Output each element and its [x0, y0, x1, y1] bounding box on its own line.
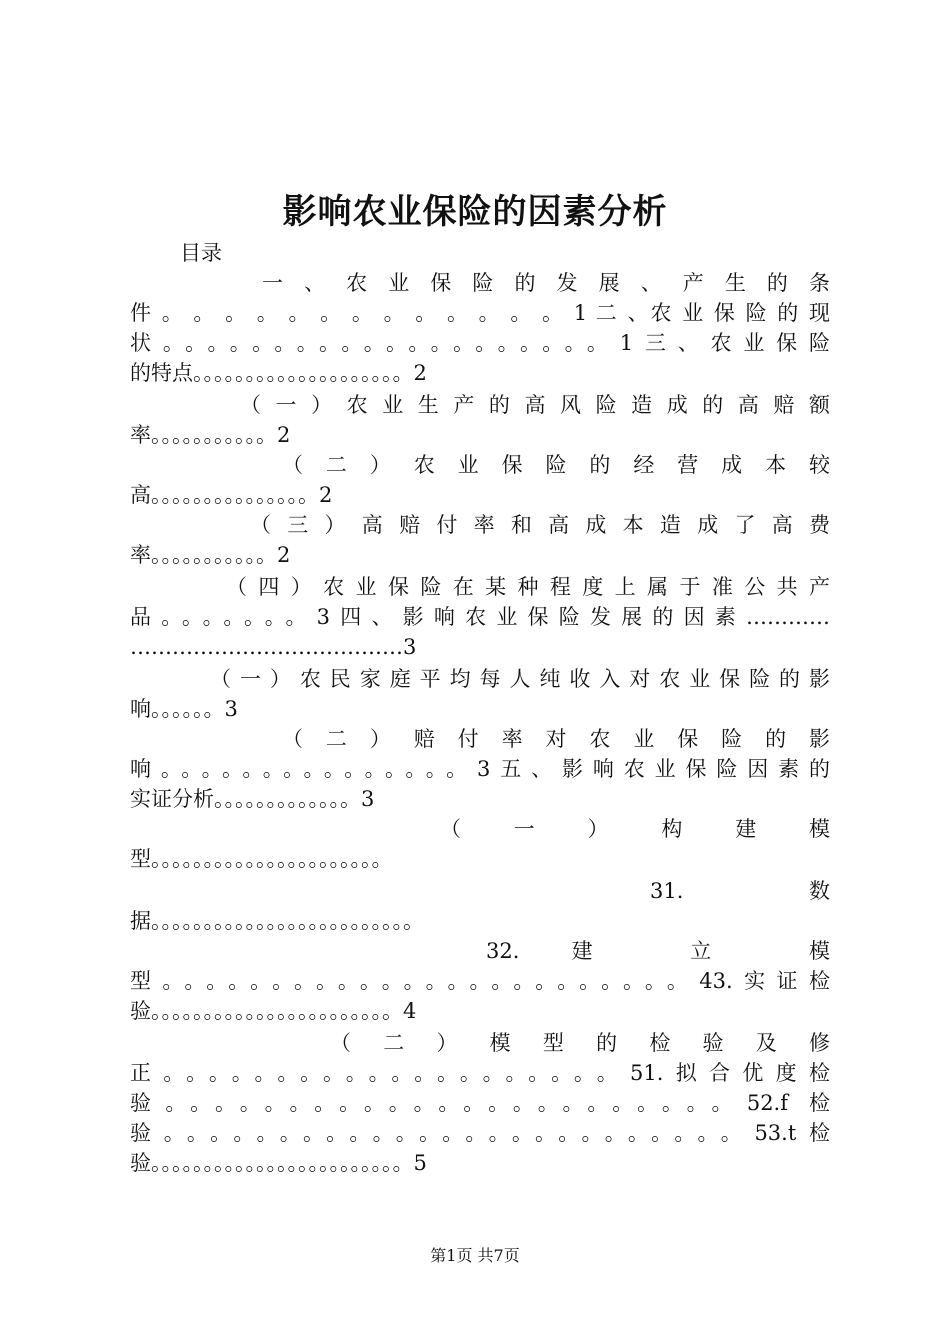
toc-line: （ 二 ） 模 型 的 检 验 及 修 — [330, 1031, 830, 1055]
toc-line: （四）农业保险在某种程度上属于准公共产 — [226, 575, 830, 599]
toc-line: （ 二 ） 赔 付 率 对 农 业 保 险 的 影 — [282, 727, 830, 751]
toc-line: 验。。。。。。。。。。。。。。。。。。。。。。。52.f 检 — [130, 1091, 830, 1115]
toc-line: 32. 建 立 模 — [486, 939, 830, 963]
toc-line: 实证分析。。。。。。。。。。。。。3 — [130, 787, 375, 811]
toc-line: 验。。。。。。。。。。。。。。。。。。。。。。。4 — [130, 999, 417, 1023]
toc-line: 验。。。。。。。。。。。。。。。。。。。。。。。。。53.t检 — [130, 1121, 830, 1145]
page-footer: 第1页 共7页 — [430, 1246, 520, 1265]
toc-line: …………………………………3 — [130, 635, 417, 659]
toc-line: （ 三 ） 高 赔 付 率 和 高 成 本 造 成 了 高 费 — [250, 513, 830, 537]
toc-line: （ 二 ） 农 业 保 险 的 经 营 成 本 较 — [282, 453, 830, 477]
toc-line: 响。。。。。。3 — [130, 697, 238, 721]
toc-line: 型。。。。。。。。。。。。。。。。。。。。。。。。43.实证检 — [130, 969, 830, 993]
toc-line: 验。。。。。。。。。。。。。。。。。。。。。。。。5 — [130, 1151, 427, 1175]
toc-line: 率。。。。。。。。。。。2 — [130, 543, 291, 567]
toc-line: （一）农民家庭平均每人纯收入对农业保险的影 — [210, 667, 830, 691]
toc-line: 高。。。。。。。。。。。。。。。2 — [130, 483, 333, 507]
toc-line: 正。。。。。。。。。。。。。。。。。。。。51.拟合优度检 — [130, 1061, 830, 1085]
toc-line: （ 一 ） 构 建 模 — [440, 817, 830, 841]
document-title: 影响农业保险的因素分析 — [282, 192, 668, 232]
toc-line: 一 、 农 业 保 险 的 发 展 、 产 生 的 条 — [262, 271, 830, 295]
toc-line: 响。。。。。。。。。。。。。。。3五、影响农业保险因素的 — [130, 757, 830, 781]
toc-line: 率。。。。。。。。。。。2 — [130, 423, 291, 447]
toc-line: 31. 数 — [650, 879, 830, 903]
toc-label: 目录 — [180, 241, 222, 265]
toc-line: 状。。。。。。。。。。。。。。。。。。。。1三、农业保险 — [130, 331, 830, 355]
toc-line: （ 一 ） 农 业 生 产 的 高 风 险 造 成 的 高 赔 额 — [240, 393, 830, 417]
toc-line: 据。。。。。。。。。。。。。。。。。。。。。。。。。 — [130, 909, 424, 933]
toc-line: 品。。。。。。。3四、影响农业保险发展的因素………… — [130, 605, 830, 629]
toc-line: 型。。。。。。。。。。。。。。。。。。。。。。 — [130, 847, 393, 871]
toc-line: 的特点。。。。。。。。。。。。。。。。。。。。2 — [130, 361, 427, 385]
toc-line: 件 。 。 。 。 。 。 。 。 。 。 。 。 。 1 二 、农 业 保 险 的 现 — [130, 301, 830, 325]
